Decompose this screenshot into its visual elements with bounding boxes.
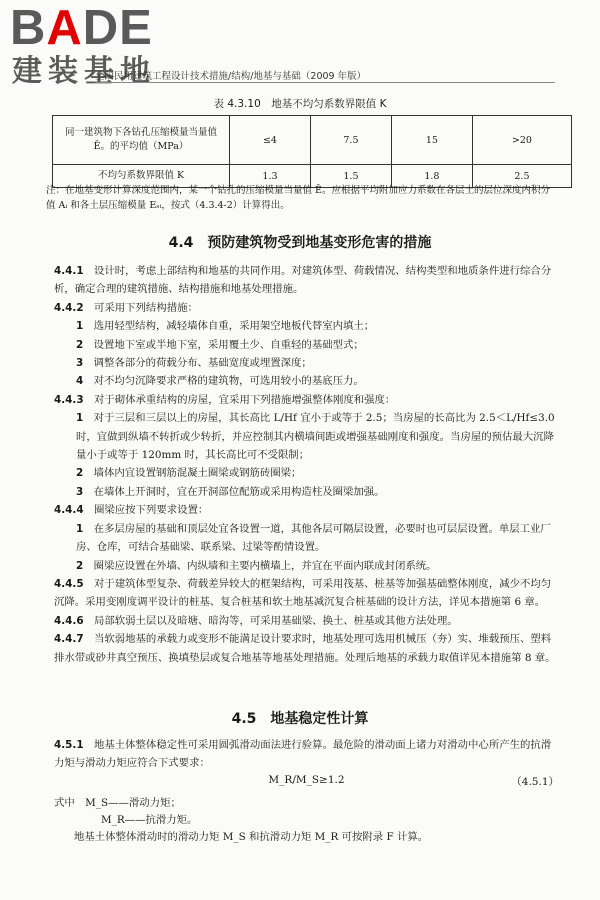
clause-4-4-2: 4.4.2 可采用下列结构措施： (54, 301, 198, 314)
section-heading-4-4: 4.4 预防建筑物受到地基变形危害的措施 (168, 235, 432, 251)
section-4-4-body (54, 262, 559, 667)
table-note: 注：在地基变形计算深度范围内，某一个钻孔的压缩模量当量值 Ē。应根据平均附加应力系数在各层土的层位深度内积分值 Aᵢ 和各土层压缩模量 Eₛᵢ，按式（4.3.4-2）计算得出。 (46, 185, 550, 211)
legend-line: 式中 M_S——滑动力矩； (54, 797, 181, 809)
closing-paragraph: 地基土体整体滑动时的滑动力矩 M_S 和抗滑动力矩 M_R 可按附录 F 计算。 (74, 831, 429, 843)
section-heading-4-5: 4.5 地基稳定性计算 (231, 711, 369, 727)
table-cell: 2.5 (472, 165, 571, 188)
legend-line: M_R——抗滑力矩。 (101, 814, 198, 826)
formula-expression: M_R/M_S≥1.2 (268, 774, 345, 786)
logo-wordmark: BADE (10, 1, 153, 55)
formula-legend (54, 795, 559, 846)
list-item: 1 对于三层和三层以上的房屋，其长高比 L/Hf 宜小于或等于 2.5；当房屋的长高比为 2.5＜L/Hf≤3.0 时，宜做到纵墙不转折或少转折，并应控制其内横墙间距或增强基础刚度和强度。当房屋的预估最大沉降量小于或等于 120mm 时，其长高比可不受限制； (76, 412, 555, 462)
list-item: 3 调整各部分的荷载分布、基础宽度或埋置深度； (76, 357, 312, 370)
list-item: 4 对不均匀沉降要求严格的建筑物，可选用较小的基底压力。 (76, 375, 364, 388)
table-cell: 1.5 (310, 165, 391, 188)
header-rule (95, 82, 555, 83)
list-item: 2 设置地下室或半地下室，采用覆土少、自重轻的基础型式； (76, 338, 364, 351)
list-item: 1 选用轻型结构，减轻墙体自重，采用架空地板代替室内填土； (76, 320, 375, 333)
logo-chinese: 建装基地 (12, 54, 156, 89)
list-item: 3 在墙体上开洞时，宜在开洞部位配筋或采用构造柱及圈梁加强。 (76, 485, 385, 498)
table-header-cell: 同一建筑物下各钻孔压缩模量当量值 Ē。的平均值（MPa） (53, 116, 230, 165)
clause-4-4-4: 4.4.4 圈梁应按下列要求设置： (54, 504, 209, 517)
table-cell: ≤4 (230, 116, 311, 165)
clause-4-4-7: 4.4.7 当软弱地基的承载力或变形不能满足设计要求时，地基处理可选用机械压（夯）实、堆载预压、塑料排水带或砂井真空预压、换填垫层或复合地基等地基处理措施。处理后地基的承载力取值详见本措施第 8 章。 (54, 633, 556, 664)
list-item: 2 墙体内宜设置钢筋混凝土圈梁或钢筋砖圈梁； (76, 467, 302, 480)
clause-4-4-5: 4.4.5 对于建筑体型复杂、荷载差异较大的框架结构，可采用筏基、桩基等加强基础整体刚度，减少不均匀沉降。采用变刚度调平设计的桩基、复合桩基和软土地基减沉复合桩基础的设计方法，详见本措施第 6 章。 (54, 577, 552, 609)
clause-4-4-6: 4.4.6 局部软弱土层以及暗塘、暗沟等，可采用基础梁、换土、桩基或其他方法处理。 (54, 614, 458, 627)
formula-4-5-1 (54, 774, 559, 792)
table-cell: 1.3 (230, 165, 311, 188)
table-cell: 7.5 (310, 116, 391, 165)
list-item: 2 圈梁应设置在外墙、内纵墙和主要内横墙上，并宜在平面内联成封闭系统。 (76, 559, 437, 572)
running-header: 全国民用建筑工程设计技术措施/结构/地基与基础（2009 年版） (95, 71, 367, 82)
table-cell: 15 (391, 116, 472, 165)
section-4-5-body (54, 736, 559, 773)
list-item: 1 在多层房屋的基础和顶层处宜各设置一道，其他各层可隔层设置，必要时也可层层设置。单层工业厂房、仓库，可结合基础梁、联系梁、过梁等酌情设置。 (76, 522, 551, 554)
clause-4-4-1: 4.4.1 设计时，考虑上部结构和地基的共同作用。对建筑体型、荷载情况、结构类型和地质条件进行综合分析，确定合理的建筑措施、结构措施和地基处理措施。 (54, 265, 552, 296)
nonuniformity-table (52, 115, 572, 188)
table-cell: >20 (472, 116, 571, 165)
table-cell: 1.8 (391, 165, 472, 188)
clause-4-4-3: 4.4.3 对于砌体承重结构的房屋，宜采用下列措施增强整体刚度和强度： (54, 393, 396, 406)
table-header-cell: 不均匀系数界限值 K (53, 165, 230, 188)
clause-4-5-1: 4.5.1 地基土体整体稳定性可采用圆弧滑动面法进行验算。最危险的滑动面上诸力对滑动中心所产生的抗滑力矩与滑动力矩应符合下式要求： (54, 739, 552, 770)
table-caption: 表 4.3.10 地基不均匀系数界限值 K (213, 98, 387, 110)
formula-number: （4.5.1） (511, 776, 559, 788)
